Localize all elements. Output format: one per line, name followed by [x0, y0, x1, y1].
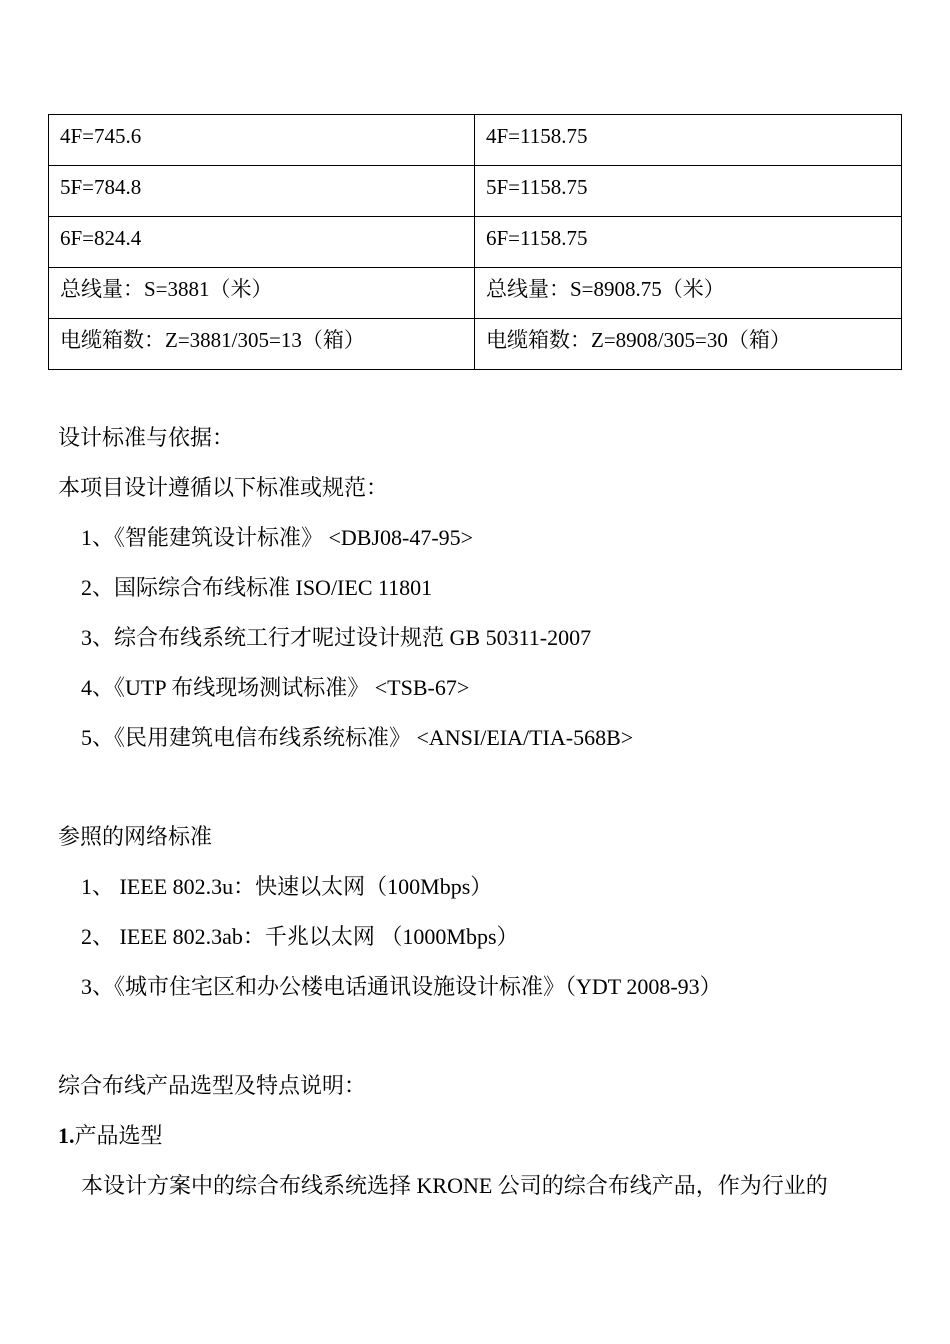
table-cell: 6F=1158.75 [475, 217, 902, 268]
subheading-number: 1. [58, 1123, 75, 1148]
product-paragraph: 本设计方案中的综合布线系统选择 KRONE 公司的综合布线产品，作为行业的 [81, 1173, 828, 1198]
standard-item: 1、《智能建筑设计标准》 <DBJ08-47-95> [81, 525, 474, 550]
table-cell: 电缆箱数：Z=8908/305=30（箱） [475, 319, 902, 370]
cable-length-table [48, 114, 902, 370]
table-row [49, 166, 902, 217]
standards-heading: 设计标准与依据： [58, 425, 235, 450]
table-cell: 4F=745.6 [49, 115, 475, 166]
network-standard-item: 3、《城市住宅区和办公楼电话通讯设施设计标准》（YDT 2008-93） [81, 974, 722, 999]
table-row [49, 319, 902, 370]
standards-intro: 本项目设计遵循以下标准或规范： [58, 475, 389, 500]
network-standards-heading: 参照的网络标准 [58, 824, 213, 849]
table-cell: 6F=824.4 [49, 217, 475, 268]
table-cell: 总线量：S=3881（米） [49, 268, 475, 319]
products-heading: 综合布线产品选型及特点说明： [58, 1073, 367, 1098]
table-cell: 4F=1158.75 [475, 115, 902, 166]
network-standard-item: 2、 IEEE 802.3ab：千兆以太网 （1000Mbps） [81, 924, 519, 949]
standard-item: 4、《UTP 布线现场测试标准》 <TSB-67> [81, 675, 470, 700]
table-cell: 5F=1158.75 [475, 166, 902, 217]
table-row [49, 217, 902, 268]
table-cell: 5F=784.8 [49, 166, 475, 217]
table-row [49, 115, 902, 166]
standard-item: 2、国际综合布线标准 ISO/IEC 11801 [81, 575, 433, 600]
network-standard-item: 1、 IEEE 802.3u：快速以太网（100Mbps） [81, 874, 493, 899]
table-row [49, 268, 902, 319]
table-cell: 电缆箱数：Z=3881/305=13（箱） [49, 319, 475, 370]
subheading-title: 产品选型 [74, 1123, 163, 1148]
standard-item: 5、《民用建筑电信布线系统标准》 <ANSI/EIA/TIA-568B> [81, 725, 634, 750]
standard-item: 3、综合布线系统工行才呢过设计规范 GB 50311-2007 [81, 625, 592, 650]
product-selection-subheading [58, 1121, 163, 1151]
table-cell: 总线量：S=8908.75（米） [475, 268, 902, 319]
